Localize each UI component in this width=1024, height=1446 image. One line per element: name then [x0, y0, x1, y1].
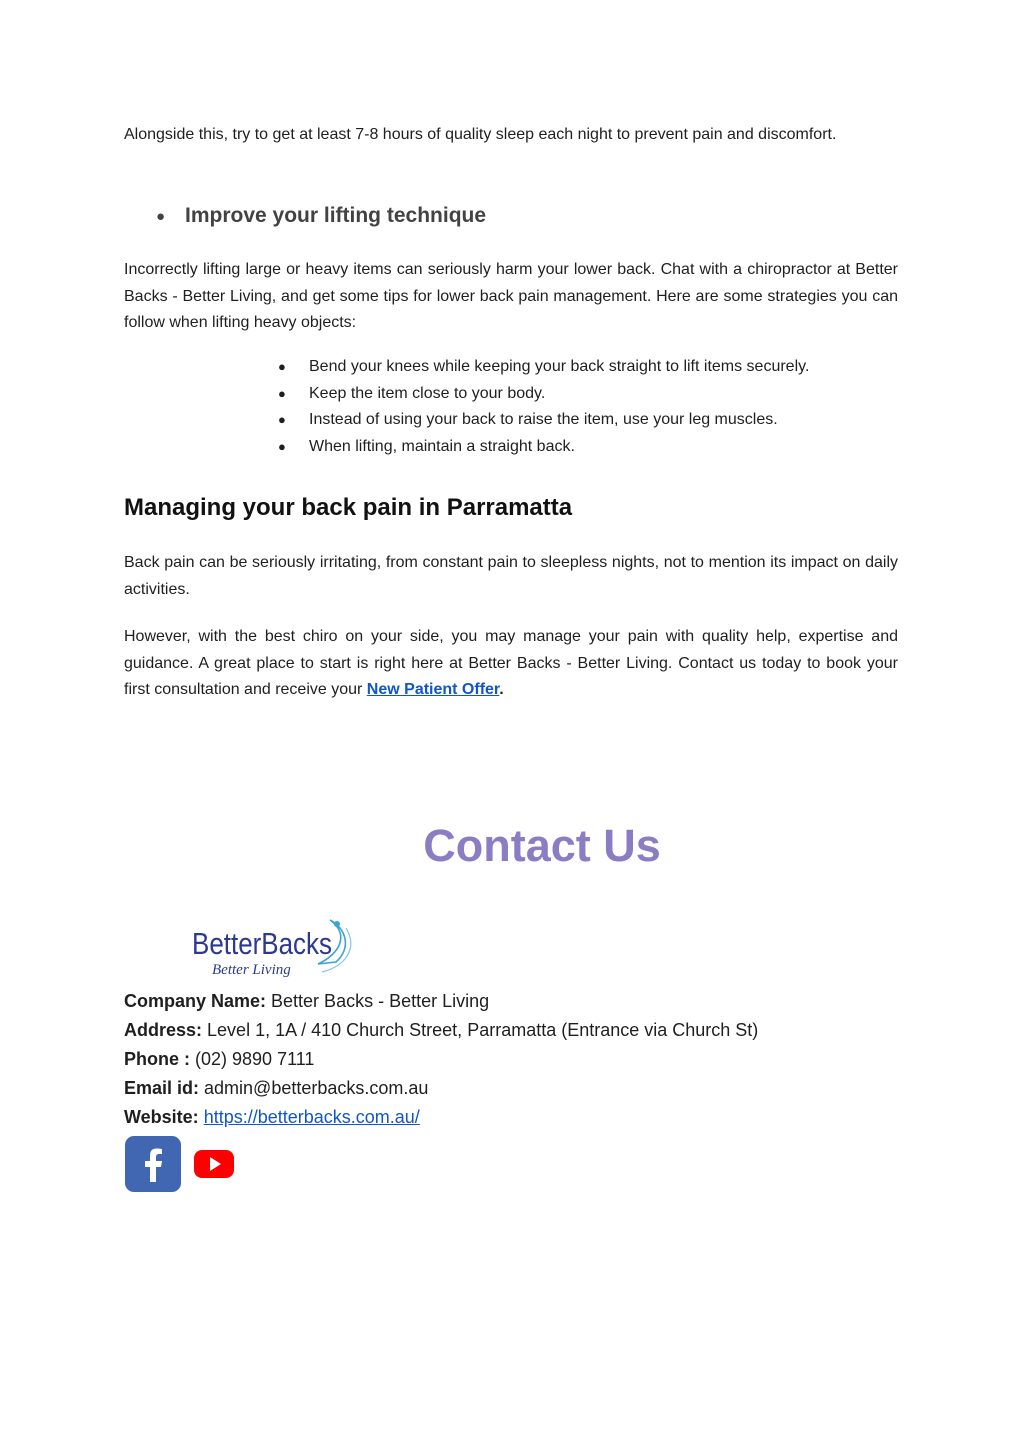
managing-paragraph-1: Back pain can be seriously irritating, from constant pain to sleepless nights, not to mention its impact on daily activities. [124, 554, 898, 598]
lifting-heading [156, 204, 486, 228]
website-link[interactable]: https://betterbacks.com.au/ [203, 1107, 420, 1127]
company-line: Company Name: Better Backs - Better Living [124, 991, 490, 1011]
lifting-tips-list [278, 354, 809, 460]
bullet-dot: ● [156, 207, 166, 225]
betterbacks-logo [190, 914, 360, 980]
phone-line: Phone : (02) 9890 7111 [124, 1049, 315, 1069]
lifting-heading-text: Improve your lifting technique [185, 204, 487, 227]
list-item: ● Keep the item close to your body. [278, 384, 546, 402]
youtube-icon[interactable] [193, 1149, 235, 1179]
managing-paragraph-2: However, with the best chiro on your side, you may manage your pain with quality help, expertise and guidance. A great place to start is right here at Better Backs - Better Living. Contact us today to book your first consultation and receive your New Patient Offer. [124, 628, 898, 698]
email-line: Email id: admin@betterbacks.com.au [124, 1078, 429, 1098]
contact-us-title: Contact Us [423, 820, 661, 871]
social-links [125, 1136, 235, 1192]
facebook-icon[interactable] [125, 1136, 181, 1192]
managing-heading: Managing your back pain in Parramatta [124, 494, 573, 521]
list-item: ● When lifting, maintain a straight back. [278, 437, 575, 455]
sleep-paragraph: Alongside this, try to get at least 7-8 hours of quality sleep each night to prevent pain and discomfort. [124, 126, 837, 143]
logo-tagline: Better Living [212, 962, 291, 978]
logo-brand: BetterBacks [192, 926, 332, 961]
website-line: Website: https://betterbacks.com.au/ [124, 1107, 420, 1127]
list-item: ● Instead of using your back to raise the item, use your leg muscles. [278, 411, 778, 428]
new-patient-offer-link[interactable]: New Patient Offer [366, 681, 500, 698]
address-line: Address: Level 1, 1A / 410 Church Street, Parramatta (Entrance via Church St) [124, 1020, 759, 1040]
list-item: ● Bend your knees while keeping your back straight to lift items securely. [278, 358, 810, 375]
contact-details [124, 987, 758, 1132]
lifting-paragraph: Incorrectly lifting large or heavy items can seriously harm your lower back. Chat with a chiropractor at Better Backs - Better Living, and get some tips for lower back pain management. Here are some strategies you can follow when lifting heavy objects: [124, 261, 898, 331]
